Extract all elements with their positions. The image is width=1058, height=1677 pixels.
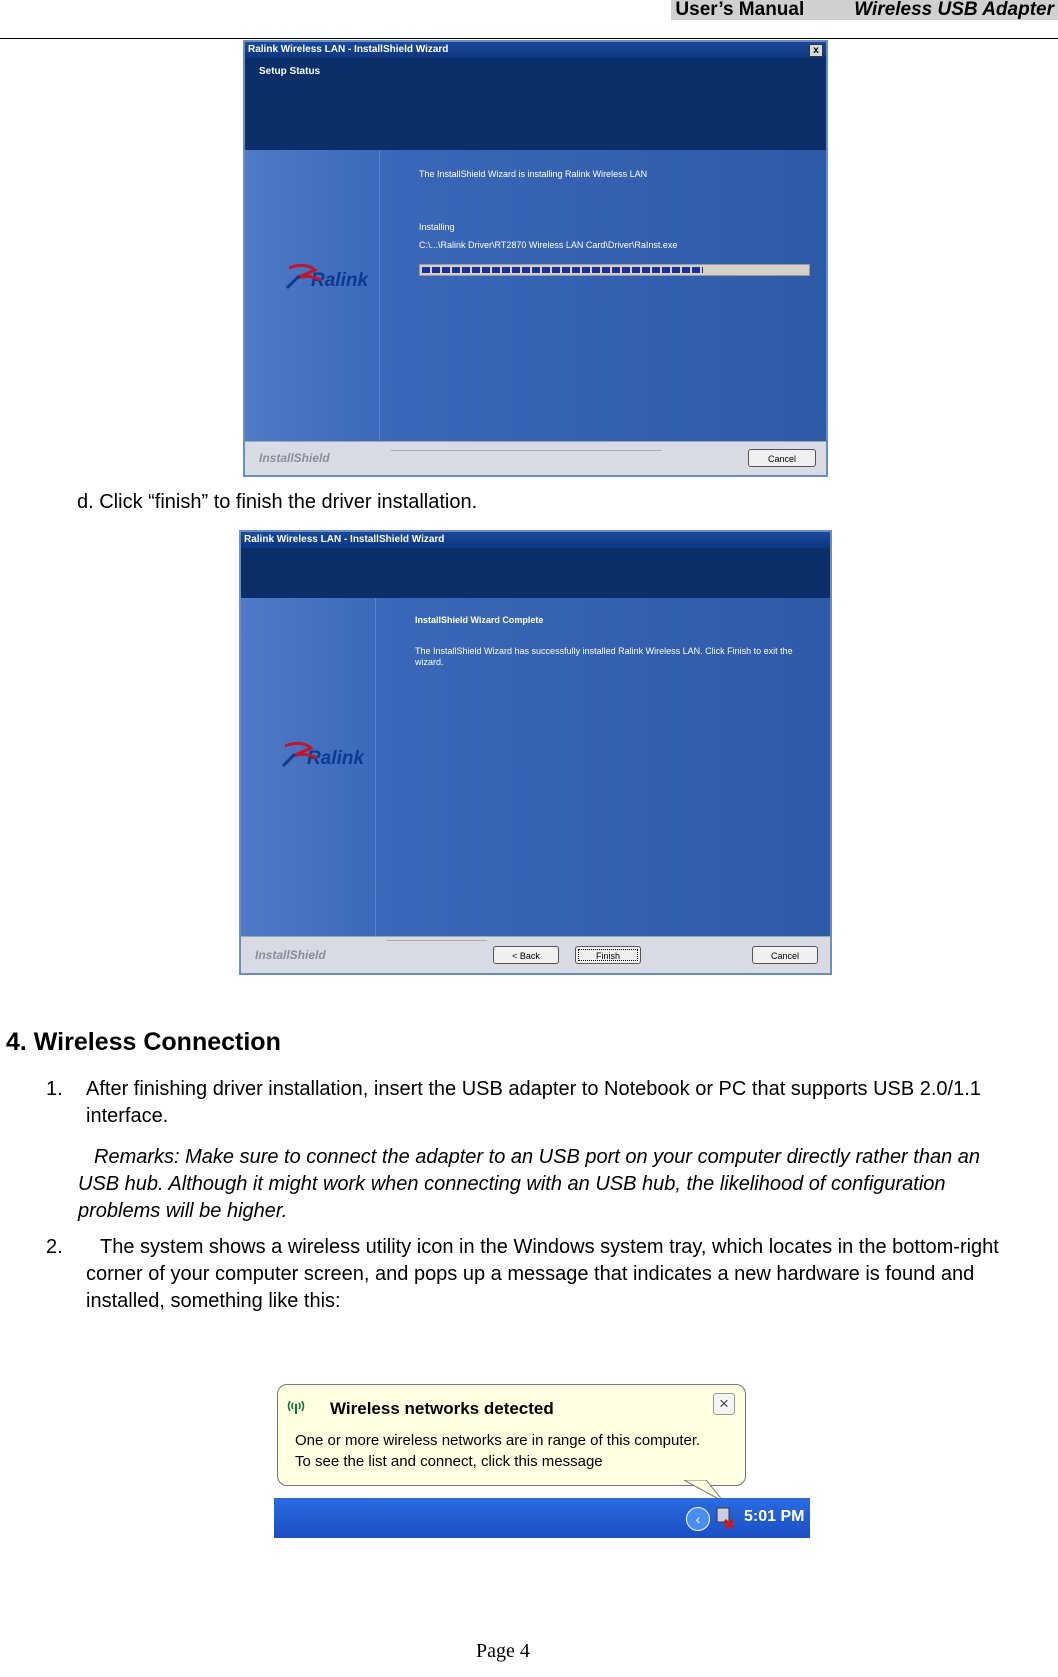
notification-screenshot (274, 1382, 810, 1538)
dialog-title: Ralink Wireless LAN - InstallShield Wizard (248, 44, 449, 55)
complete-message: The InstallShield Wizard has successfully installed Ralink Wireless LAN. Click Finish to exit the wizard. (415, 646, 793, 667)
dialog-footer (245, 441, 826, 475)
tray-expand-icon[interactable]: ‹ (686, 1507, 710, 1531)
dialog-band-title: Setup Status (259, 66, 321, 77)
notification-line-2: To see the list and connect, click this message (295, 1453, 603, 1470)
close-icon[interactable]: x (809, 44, 823, 57)
dialog-body (241, 598, 830, 941)
tray-clock: 5:01 PM (744, 1508, 805, 1525)
list-number-1: 1. (46, 1078, 63, 1100)
dialog-titlebar (245, 42, 826, 58)
step-d-text: d. Click “finish” to finish the driver installation. (77, 491, 478, 513)
installshield-brand: InstallShield (259, 451, 330, 465)
installer-dialog-status (243, 40, 828, 477)
header-product: Wireless USB Adapter (854, 0, 1054, 20)
back-button[interactable]: < Back (493, 946, 559, 964)
dialog-title: Ralink Wireless LAN - InstallShield Wizard (244, 534, 445, 545)
notification-title: Wireless networks detected (330, 1399, 554, 1418)
header-box (671, 0, 1058, 20)
section-title: 4. Wireless Connection (6, 1028, 281, 1056)
installing-path: C:\...\Ralink Driver\RT2870 Wireless LAN Card\Driver\RaInst.exe (419, 240, 678, 250)
installing-label: Installing (419, 222, 455, 232)
list-number-2: 2. (46, 1236, 63, 1258)
complete-heading: InstallShield Wizard Complete (415, 615, 544, 625)
wireless-status-icon[interactable] (714, 1506, 736, 1530)
notification-close[interactable]: × (713, 1393, 735, 1415)
header-manual: User’s Manual (675, 0, 805, 20)
dialog-header-band (241, 548, 830, 598)
installer-dialog-complete (239, 530, 832, 975)
cancel-button[interactable]: Cancel (752, 946, 818, 964)
list-item-1: After finishing driver installation, insert the USB adapter to Notebook or PC that supports USB 2.0/1.1 interface. (86, 1078, 981, 1127)
taskbar-tray (274, 1498, 810, 1538)
ralink-logo: Ralink (311, 270, 368, 292)
ralink-logo: Ralink (307, 748, 364, 770)
wireless-icon (286, 1397, 306, 1415)
ralink-swoosh-icon (285, 262, 325, 292)
progress-fill (422, 267, 703, 273)
notification-line-1: One or more wireless networks are in range of this computer. (295, 1432, 701, 1449)
finish-button[interactable]: Finish (575, 946, 641, 964)
installshield-brand: InstallShield (255, 948, 326, 962)
list-item-2: The system shows a wireless utility icon in the Windows system tray, which locates in the bottom-right corner of your computer screen, and pops up a message that indicates a new hardware is found and installed, something like this: (86, 1236, 999, 1312)
remark-text: Remarks: Make sure to connect the adapter to an USB port on your computer directly rather than an USB hub. Although it might work when connecting with an USB hub, the likelihood of configuration problems will be higher. (78, 1146, 981, 1222)
page-number: Page 4 (476, 1640, 530, 1662)
cancel-button[interactable]: Cancel (748, 449, 816, 467)
page-header (0, 0, 1058, 39)
dialog-body (245, 150, 826, 442)
dialog-footer (241, 936, 830, 973)
dialog-header-band (245, 58, 826, 150)
status-line: The InstallShield Wizard is installing Ralink Wireless LAN (419, 169, 648, 179)
notification-balloon[interactable] (277, 1384, 746, 1486)
progress-bar (419, 264, 810, 276)
ralink-swoosh-icon (281, 740, 321, 770)
dialog-titlebar (241, 532, 830, 548)
